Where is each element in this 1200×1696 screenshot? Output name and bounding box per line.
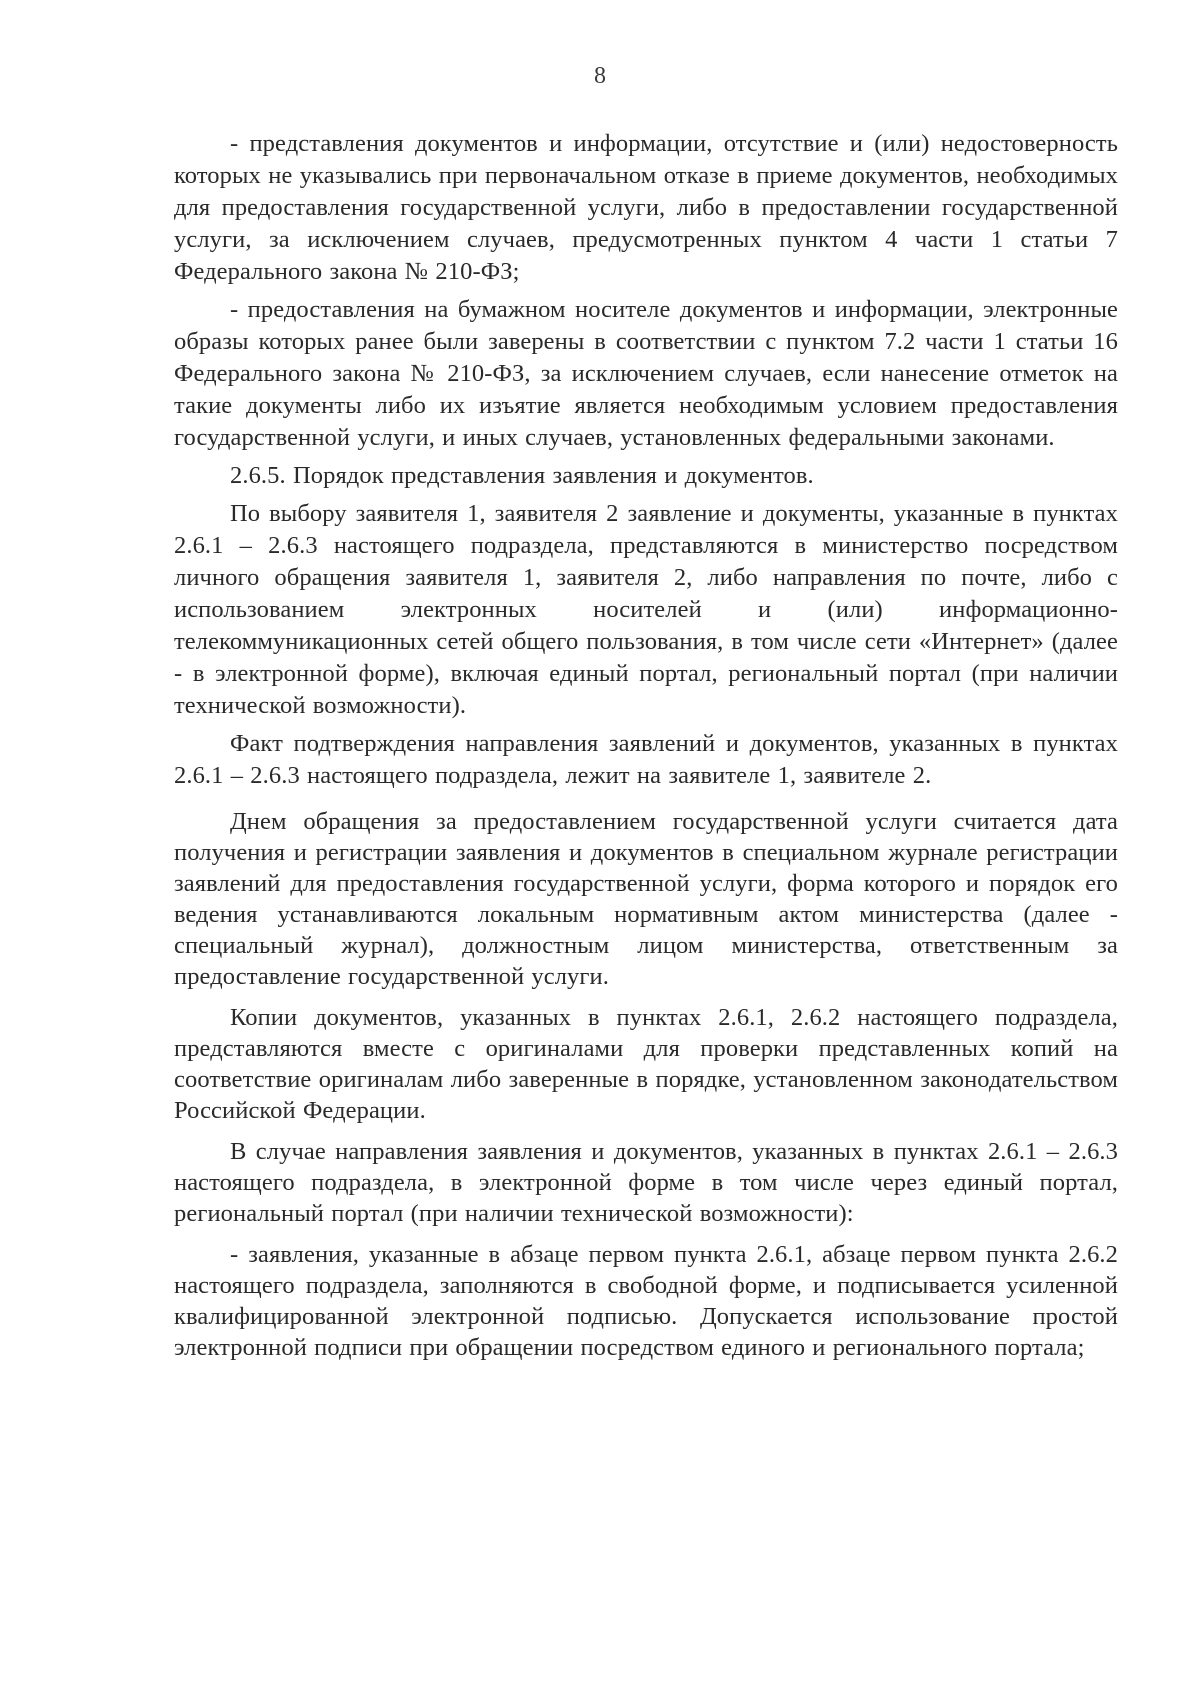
paragraph-electronic-signature: - заявления, указанные в абзаце первом пункта 2.6.1, абзаце первом пункта 2.6.2 настоящего подраздела, заполняются в свободной форме, и подписывается усиленной квалифицированной электронной подписью. Допускается использование простой электронной подписи при обращении посредством единого и регионального портала; [174, 1241, 1118, 1361]
paragraph-spacer [174, 792, 1118, 806]
paragraph-paper-documents-exception: - предоставления на бумажном носителе документов и информации, электронные образы которых ранее были заверены в соответствии с пунктом 7.2 части 1 статьи 16 Федерального закона № 210-ФЗ, за исключением случаев, если нанесение отметок на такие документы либо их изъятие является необходимым условием предоставления государственной услуги, и иных случаев, установленных федеральными законами. [174, 296, 1118, 451]
section-heading-2-6-5: 2.6.5. Порядок представления заявления и документов. [230, 462, 814, 489]
document-body [174, 128, 1118, 1363]
paragraph-date-of-application: Днем обращения за предоставлением государственной услуги считается дата получения и регистрации заявления и документов в специальном журнале регистрации заявлений для предоставления государственной услуги, форма которого и порядок его ведения устанавливаются локальным нормативным актом министерства (далее - специальный журнал), должностным лицом министерства, ответственным за предоставление государственной услуги. [174, 808, 1118, 990]
paragraph-spacer [174, 1126, 1118, 1136]
paragraph-spacer [174, 1229, 1118, 1239]
paragraph-electronic-submission: В случае направления заявления и документов, указанных в пунктах 2.6.1 – 2.6.3 настоящего подраздела, в электронной форме в том числе через единый портал, региональный портал (при наличии технической возможности): [174, 1138, 1118, 1227]
paragraph-proof-of-sending: Факт подтверждения направления заявлений и документов, указанных в пунктах 2.6.1 – 2.6.3 настоящего подраздела, лежит на заявителе 1, заявителе 2. [174, 730, 1118, 789]
page-number: 8 [594, 63, 606, 89]
paragraph-document-copies: Копии документов, указанных в пунктах 2.6.1, 2.6.2 настоящего подраздела, представляются вместе с оригиналами для проверки представленных копий на соответствие оригиналам либо заверенные в порядке, установленном законодательством Российской Федерации. [174, 1004, 1118, 1124]
paragraph-spacer [174, 992, 1118, 1002]
paragraph-submission-methods: По выбору заявителя 1, заявителя 2 заявление и документы, указанные в пунктах 2.6.1 – 2.6.3 настоящего подраздела, представляются в министерство посредством личного обращения заявителя 1, заявителя 2, либо направления по почте, либо с использованием электронных носителей и (или) информационно-телекоммуникационных сетей общего пользования, в том числе сети «Интернет» (далее - в электронной форме), включая единый портал, региональный портал (при наличии технической возможности). [174, 500, 1118, 719]
paragraph-document-submission-exception: - представления документов и информации, отсутствие и (или) недостоверность которых не указывались при первоначальном отказе в приеме документов, необходимых для предоставления государственной услуги, либо в предоставлении государственной услуги, за исключением случаев, предусмотренных пунктом 4 части 1 статьи 7 Федерального закона № 210-ФЗ; [174, 130, 1118, 285]
